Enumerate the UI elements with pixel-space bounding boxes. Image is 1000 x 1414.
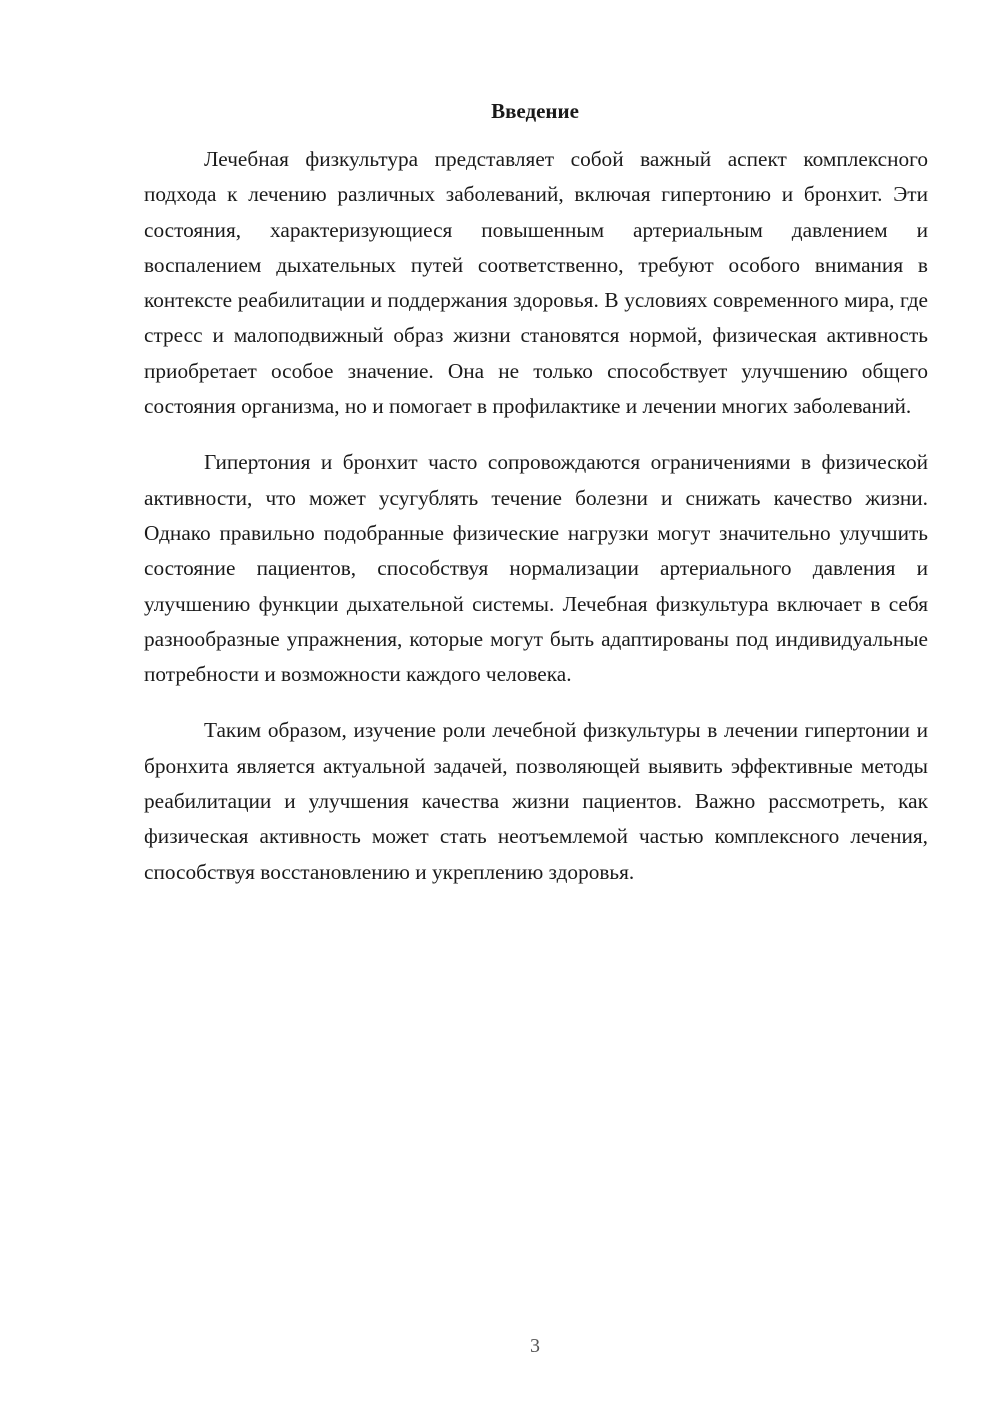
page-number: 3 (530, 1335, 540, 1357)
body-text (144, 142, 928, 911)
paragraph-3: Таким образом, изучение роли лечебной физкультуры в лечении гипертонии и бронхита является актуальной задачей, позволяющей выявить эффективные методы реабилитации и улучшения качества жизни пациентов. Важно рассмотреть, как физическая активность может стать неотъемлемой частью комплексного лечения, способствуя восстановлению и укреплению здоровья. (144, 718, 928, 884)
paragraph-2: Гипертония и бронхит часто сопровождаются ограничениями в физической активности, что может усугублять течение болезни и снижать качество жизни. Однако правильно подобранные физические нагрузки могут значительно улучшить состояние пациентов, способствуя нормализации артериального давления и улучшению функции дыхательной системы. Лечебная физкультура включает в себя разнообразные упражнения, которые могут быть адаптированы под индивидуальные потребности и возможности каждого человека. (144, 450, 928, 687)
paragraph-1: Лечебная физкультура представляет собой важный аспект комплексного подхода к лечению различных заболеваний, включая гипертонию и бронхит. Эти состояния, характеризующиеся повышенным артериальным давлением и воспалением дыхательных путей соответственно, требуют особого внимания в контексте реабилитации и поддержания здоровья. В условиях современного мира, где стресс и малоподвижный образ жизни становятся нормой, физическая активность приобретает особое значение. Она не только способствует улучшению общего состояния организма, но и помогает в профилактике и лечении многих заболеваний. (144, 147, 928, 419)
section-title: Введение (491, 99, 579, 123)
